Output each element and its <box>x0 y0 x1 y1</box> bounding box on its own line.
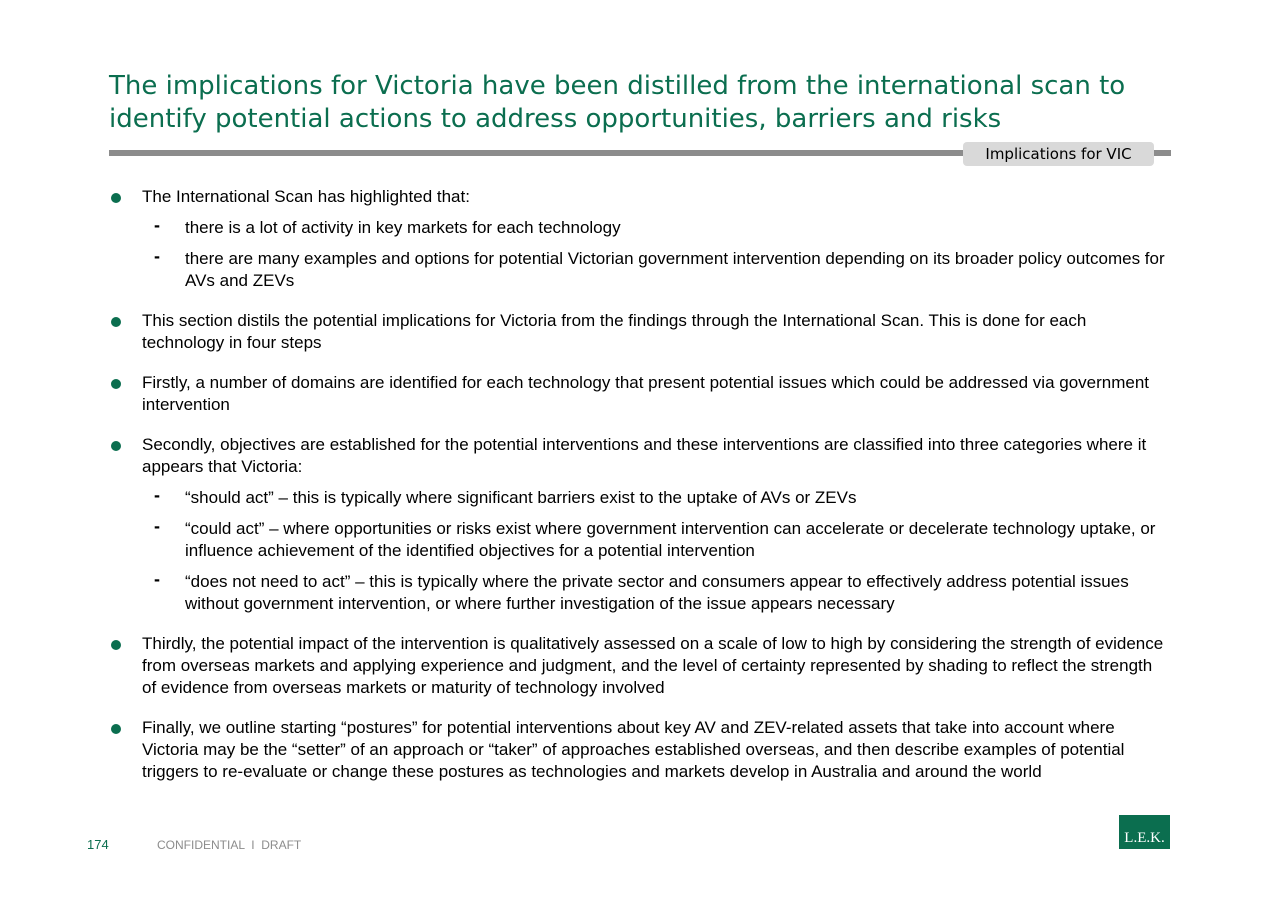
sub-bullet-item <box>142 487 1169 509</box>
bullet-dot-icon <box>111 317 121 327</box>
sub-bullet-item <box>142 518 1169 562</box>
bullet-text: This section distils the potential implications for Victoria from the findings through the International Scan. This is done for each technology in four steps <box>142 311 1087 352</box>
bullet-item <box>109 372 1169 416</box>
dash-icon: - <box>154 516 160 536</box>
bullet-item <box>109 717 1169 783</box>
bullet-text: The International Scan has highlighted that: <box>142 187 470 206</box>
sub-bullet-list <box>142 487 1169 615</box>
bullet-item <box>109 434 1169 615</box>
bullet-dot-icon <box>111 724 121 734</box>
bullet-text: Secondly, objectives are established for the potential interventions and these interventions are classified into three categories where it appears that Victoria: <box>142 435 1147 476</box>
section-tag: Implications for VIC <box>963 142 1154 166</box>
bullet-dot-icon <box>111 193 121 203</box>
sub-bullet-item <box>142 217 1169 239</box>
bullet-list <box>109 186 1169 801</box>
page-title-line-2: identify potential actions to address opportunities, barriers and risks <box>109 104 1002 134</box>
dash-icon: - <box>154 485 160 505</box>
sub-bullet-item <box>142 248 1169 292</box>
dash-icon: - <box>154 569 160 589</box>
bullet-dot-icon <box>111 640 121 650</box>
bullet-item <box>109 186 1169 292</box>
bullet-item <box>109 633 1169 699</box>
bullet-text: Thirdly, the potential impact of the intervention is qualitatively assessed on a scale of low to high by considering the strength of evidence from overseas markets and applying experience and judgment, and the level of certainty represented by shading to reflect the strength of evidence from overseas markets or maturity of technology involved <box>142 634 1164 697</box>
dash-icon: - <box>154 215 160 235</box>
page-title-line-1: The implications for Victoria have been distilled from the international scan to <box>109 71 1126 101</box>
bullet-text: Finally, we outline starting “postures” for potential interventions about key AV and ZEV-related assets that take into account where Victoria may be the “setter” of an approach or “taker” of approaches established overseas, and then describe examples of potential triggers to re-evaluate or change these postures as technologies and markets develop in Australia and around the world <box>142 718 1125 781</box>
page-title <box>109 70 1179 136</box>
sub-bullet-text: “should act” – this is typically where significant barriers exist to the uptake of AVs or ZEVs <box>185 488 857 507</box>
sub-bullet-text: “could act” – where opportunities or risks exist where government intervention can accelerate or decelerate technology uptake, or influence achievement of the identified objectives for a potential intervention <box>185 519 1156 560</box>
sub-bullet-text: there is a lot of activity in key markets for each technology <box>185 218 621 237</box>
page-number: 174 <box>87 837 109 852</box>
sub-bullet-text: “does not need to act” – this is typically where the private sector and consumers appear to effectively address potential issues without government intervention, or where further investigation of the issue appears necessary <box>185 572 1129 613</box>
bullet-item <box>109 310 1169 354</box>
confidentiality-label: CONFIDENTIAL I DRAFT <box>157 838 302 852</box>
sub-bullet-text: there are many examples and options for potential Victorian government intervention depending on its broader policy outcomes for AVs and ZEVs <box>185 249 1165 290</box>
bullet-dot-icon <box>111 379 121 389</box>
bullet-dot-icon <box>111 441 121 451</box>
bullet-text: Firstly, a number of domains are identified for each technology that present potential issues which could be addressed via government intervention <box>142 373 1150 414</box>
lek-logo: L.E.K. <box>1119 815 1170 849</box>
sub-bullet-list <box>142 217 1169 292</box>
sub-bullet-item <box>142 571 1169 615</box>
dash-icon: - <box>154 246 160 266</box>
